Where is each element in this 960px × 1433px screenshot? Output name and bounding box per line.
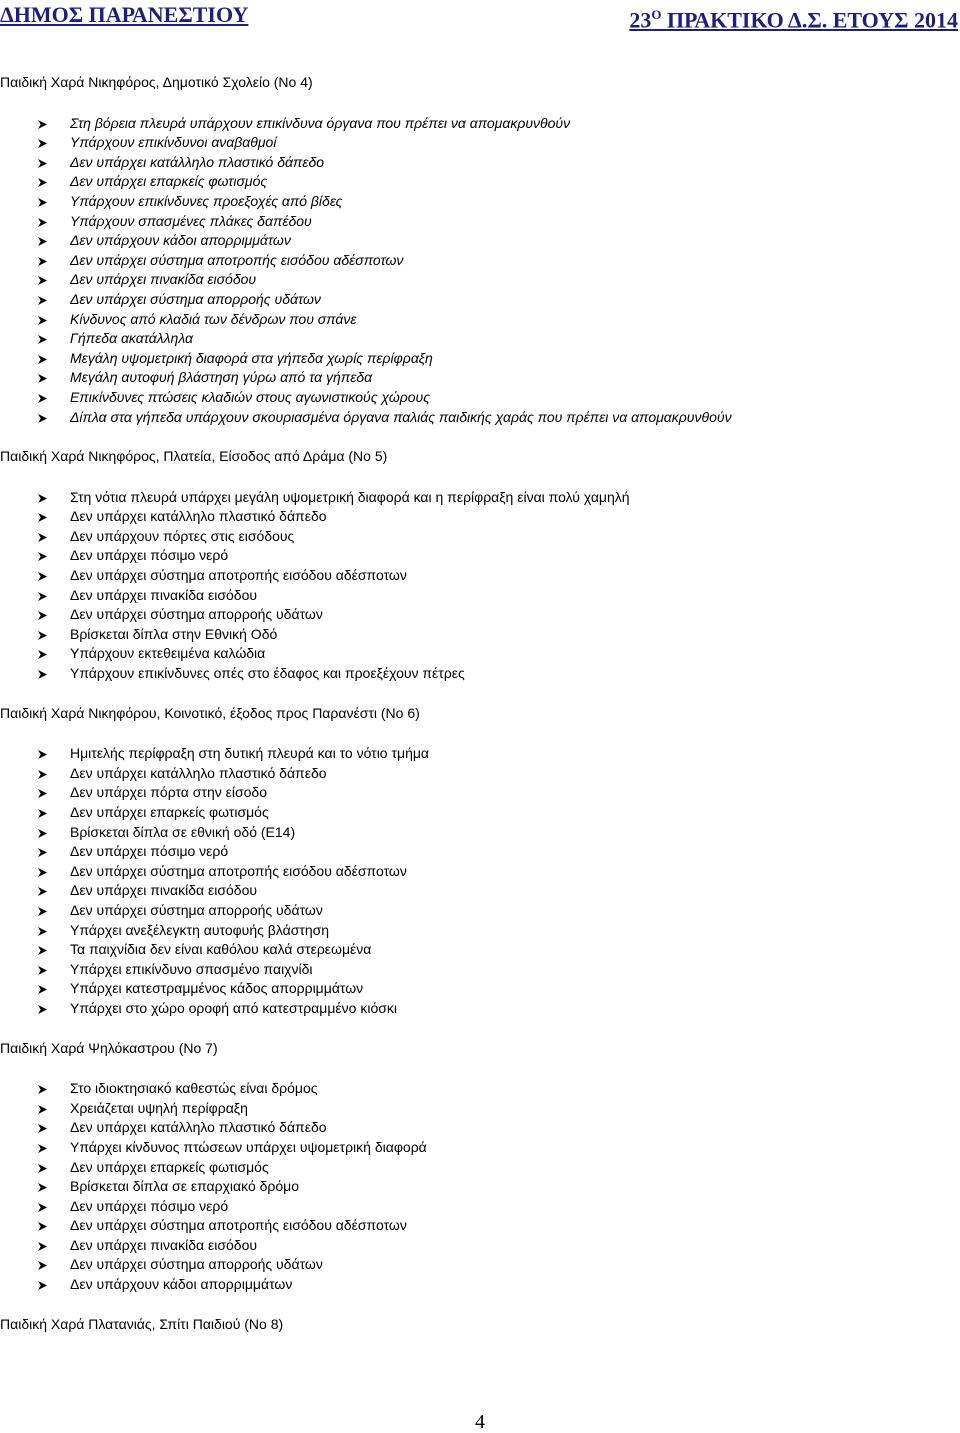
list-item-text: Υπάρχει επικίνδυνο σπασμένο παιχνίδι xyxy=(70,960,313,977)
list-item-text: Δεν υπάρχει πινακίδα εισόδου xyxy=(70,882,258,899)
arrow-bullet-icon xyxy=(38,1144,47,1153)
bullet-list xyxy=(0,1079,960,1295)
list-item xyxy=(0,172,960,192)
list-item xyxy=(0,764,960,784)
arrow-bullet-icon xyxy=(38,533,47,542)
list-item-text: Υπάρχουν επικίνδυνοι αναβαθμοί xyxy=(70,134,277,151)
arrow-bullet-icon xyxy=(38,611,47,620)
list-item-text: Υπάρχουν σπασμένες πλάκες δαπέδου xyxy=(70,212,312,229)
arrow-bullet-icon xyxy=(38,868,47,877)
list-item-text: Δεν υπάρχει πινακίδα εισόδου xyxy=(70,586,258,603)
list-item xyxy=(0,1079,960,1099)
arrow-bullet-icon xyxy=(38,178,47,187)
list-item xyxy=(0,979,960,999)
list-item-text: Βρίσκεται δίπλα σε επαρχιακό δρόμο xyxy=(70,1178,300,1195)
list-item xyxy=(0,862,960,882)
arrow-bullet-icon xyxy=(38,1005,47,1014)
section-title: Παιδική Χαρά Νικηφόρου, Κοινοτικό, έξοδος προς Παρανέστι (Νο 6) xyxy=(0,704,420,721)
list-item-text: Δεν υπάρχει σύστημα απορροής υδάτων xyxy=(70,290,321,307)
arrow-bullet-icon xyxy=(38,789,47,798)
arrow-bullet-icon xyxy=(38,1124,47,1133)
list-item-text: Δεν υπάρχουν κάδοι απορριμμάτων xyxy=(70,1276,293,1293)
list-item xyxy=(0,251,960,271)
list-item-text: Υπάρχουν επικίνδυνες οπές στο έδαφος και προεξέχουν πέτρες xyxy=(70,665,465,682)
arrow-bullet-icon xyxy=(38,139,47,148)
list-item xyxy=(0,940,960,960)
arrow-bullet-icon xyxy=(38,257,47,266)
arrow-bullet-icon xyxy=(38,750,47,759)
list-item-text: Δίπλα στα γήπεδα υπάρχουν σκουριασμένα όργανα παλιάς παιδικής χαράς που πρέπει να απομακρυνθούν xyxy=(70,408,732,425)
list-item-text: Υπάρχει στο χώρο οροφή από κατεστραμμένο κιόσκι xyxy=(70,999,397,1016)
section-title: Παιδική Χαρά Ψηλόκαστρου (Νο 7) xyxy=(0,1039,218,1056)
list-item-text: Υπάρχουν επικίνδυνες προεξοχές από βίδες xyxy=(70,192,343,209)
list-item xyxy=(0,388,960,408)
list-item xyxy=(0,329,960,349)
arrow-bullet-icon xyxy=(38,907,47,916)
list-item xyxy=(0,133,960,153)
arrow-bullet-icon xyxy=(38,1203,47,1212)
arrow-bullet-icon xyxy=(38,1164,47,1173)
list-item-text: Δεν υπάρχει σύστημα απορροής υδάτων xyxy=(70,901,323,918)
document-body xyxy=(0,73,960,1355)
list-item xyxy=(0,1255,960,1275)
arrow-bullet-icon xyxy=(38,494,47,503)
list-item xyxy=(0,960,960,980)
list-item-text: Βρίσκεται δίπλα στην Εθνική Οδό xyxy=(70,625,278,642)
list-item xyxy=(0,921,960,941)
arrow-bullet-icon xyxy=(38,770,47,779)
list-item-text: Μεγάλη αυτοφυή βλάστηση γύρω από τα γήπεδα xyxy=(70,369,373,386)
list-item-text: Δεν υπάρχει σύστημα αποτροπής εισόδου αδέσποτων xyxy=(70,567,407,584)
arrow-bullet-icon xyxy=(38,829,47,838)
section-title: Παιδική Χαρά Νικηφόρος, Πλατεία, Είσοδος από Δράμα (Νο 5) xyxy=(0,448,388,465)
list-item xyxy=(0,842,960,862)
minutes-text: ΠΡΑΚΤΙΚΟ Δ.Σ. ΕΤΟΥΣ 2014 xyxy=(666,7,958,33)
list-item xyxy=(0,368,960,388)
page-number: 4 xyxy=(475,1411,485,1433)
arrow-bullet-icon xyxy=(38,394,47,403)
list-item-text: Δεν υπάρχει πόσιμο νερό xyxy=(70,1197,229,1214)
list-item-text: Δεν υπάρχει πόρτα στην είσοδο xyxy=(70,784,267,801)
arrow-bullet-icon xyxy=(38,1183,47,1192)
list-item-text: Δεν υπάρχει επαρκείς φωτισμός xyxy=(70,1158,269,1175)
arrow-bullet-icon xyxy=(38,848,47,857)
arrow-bullet-icon xyxy=(38,237,47,246)
list-item-text: Δεν υπάρχει κατάλληλο πλαστικό δάπεδο xyxy=(70,1119,327,1136)
arrow-bullet-icon xyxy=(38,927,47,936)
arrow-bullet-icon xyxy=(38,946,47,955)
bullet-list xyxy=(0,744,960,1018)
arrow-bullet-icon xyxy=(38,414,47,423)
list-item-text: Δεν υπάρχει πόσιμο νερό xyxy=(70,547,229,564)
list-item xyxy=(0,803,960,823)
list-item xyxy=(0,605,960,625)
arrow-bullet-icon xyxy=(38,592,47,601)
bullet-list xyxy=(0,488,960,684)
arrow-bullet-icon xyxy=(38,985,47,994)
bullet-list xyxy=(0,114,960,428)
arrow-bullet-icon xyxy=(38,809,47,818)
page-header xyxy=(0,0,960,33)
municipality-title: ΔΗΜΟΣ ΠΑΡΑΝΕΣΤΙΟΥ xyxy=(0,2,249,27)
list-item xyxy=(0,310,960,330)
arrow-bullet-icon xyxy=(38,374,47,383)
section-title: Παιδική Χαρά Νικηφόρος, Δημοτικό Σχολείο (Νο 4) xyxy=(0,74,313,90)
list-item-text: Υπάρχει ανεξέλεγκτη αυτοφυής βλάστηση xyxy=(70,921,330,938)
arrow-bullet-icon xyxy=(38,296,47,305)
list-item-text: Δεν υπάρχει πινακίδα εισόδου xyxy=(70,271,257,288)
list-item-text: Δεν υπάρχει επαρκείς φωτισμός xyxy=(70,804,269,820)
list-item xyxy=(0,566,960,586)
list-item-text: Στη νότια πλευρά υπάρχει μεγάλη υψομετρική διαφορά και η περίφραξη είναι πολύ χαμηλή xyxy=(70,488,630,505)
list-item xyxy=(0,114,960,134)
arrow-bullet-icon xyxy=(38,1261,47,1270)
list-item-text: Στη βόρεια πλευρά υπάρχουν επικίνδυνα όργανα που πρέπει να απομακρυνθούν xyxy=(70,114,571,131)
arrow-bullet-icon xyxy=(38,1281,47,1290)
arrow-bullet-icon xyxy=(38,355,47,364)
list-item xyxy=(0,270,960,290)
list-item-text: Δεν υπάρχει σύστημα απορροής υδάτων xyxy=(70,606,323,623)
arrow-bullet-icon xyxy=(38,887,47,896)
list-item-text: Υπάρχουν εκτεθειμένα καλώδια xyxy=(70,645,266,662)
list-item-text: Επικίνδυνες πτώσεις κλαδιών στους αγωνιστικούς χώρους xyxy=(70,388,431,405)
list-item xyxy=(0,1216,960,1236)
list-item-text: Δεν υπάρχει κατάλληλο πλαστικό δάπεδο xyxy=(70,508,327,525)
list-item-text: Ημιτελής περίφραξη στη δυτική πλευρά και το νότιο τμήμα xyxy=(70,745,430,762)
arrow-bullet-icon xyxy=(38,650,47,659)
list-item-text: Μεγάλη υψομετρική διαφορά στα γήπεδα χωρίς περίφραξη xyxy=(70,349,433,366)
list-item-text: Δεν υπάρχει πόσιμο νερό xyxy=(70,843,229,860)
list-item-text: Τα παιχνίδια δεν είναι καθόλου καλά στερεωμένα xyxy=(70,941,372,958)
arrow-bullet-icon xyxy=(38,631,47,640)
arrow-bullet-icon xyxy=(38,966,47,975)
list-item-text: Δεν υπάρχει σύστημα αποτροπής εισόδου αδέσποτων xyxy=(70,251,404,268)
arrow-bullet-icon xyxy=(38,1105,47,1114)
list-item xyxy=(0,1158,960,1178)
list-item xyxy=(0,546,960,566)
arrow-bullet-icon xyxy=(38,572,47,581)
minutes-title xyxy=(629,2,958,33)
list-item xyxy=(0,1275,960,1295)
list-item-text: Δεν υπάρχει κατάλληλο πλαστικό δάπεδο xyxy=(70,153,325,170)
arrow-bullet-icon xyxy=(38,120,47,129)
arrow-bullet-icon xyxy=(38,218,47,227)
list-item-text: Δεν υπάρχει επαρκείς φωτισμός xyxy=(70,173,268,190)
list-item-text: Δεν υπάρχει σύστημα αποτροπής εισόδου αδέσποτων xyxy=(70,1217,407,1234)
list-item xyxy=(0,349,960,369)
list-item-text: Στο ιδιοκτησιακό καθεστώς είναι δρόμος xyxy=(70,1080,318,1097)
arrow-bullet-icon xyxy=(38,276,47,285)
list-item-text: Δεν υπάρχει κατάλληλο πλαστικό δάπεδο xyxy=(70,764,327,781)
list-item xyxy=(0,231,960,251)
arrow-bullet-icon xyxy=(38,552,47,561)
list-item-text: Χρειάζεται υψηλή περίφραξη xyxy=(70,1099,248,1116)
list-item xyxy=(0,1099,960,1119)
list-item xyxy=(0,999,960,1019)
list-item xyxy=(0,192,960,212)
arrow-bullet-icon xyxy=(38,198,47,207)
list-item xyxy=(0,153,960,173)
minutes-number: 23 xyxy=(629,7,652,33)
list-item xyxy=(0,664,960,684)
list-item-text: Δεν υπάρχει σύστημα απορροής υδάτων xyxy=(70,1256,323,1273)
list-item xyxy=(0,212,960,232)
list-item-text: Γήπεδα ακατάλληλα xyxy=(70,330,193,347)
arrow-bullet-icon xyxy=(38,1085,47,1094)
list-item xyxy=(0,744,960,764)
list-item xyxy=(0,488,960,508)
list-item xyxy=(0,1138,960,1158)
list-item xyxy=(0,1118,960,1138)
list-item xyxy=(0,823,960,843)
list-item xyxy=(0,901,960,921)
list-item-text: Δεν υπάρχουν πόρτες στις εισόδους xyxy=(70,527,295,544)
arrow-bullet-icon xyxy=(38,513,47,522)
list-item-text: Δεν υπάρχουν κάδοι απορριμμάτων xyxy=(70,232,291,249)
arrow-bullet-icon xyxy=(38,335,47,344)
list-item xyxy=(0,881,960,901)
list-item xyxy=(0,783,960,803)
minutes-number-superscript: Ο xyxy=(651,7,662,22)
arrow-bullet-icon xyxy=(38,1242,47,1251)
arrow-bullet-icon xyxy=(38,159,47,168)
list-item-text: Κίνδυνος από κλαδιά των δένδρων που σπάνε xyxy=(70,310,357,327)
list-item xyxy=(0,1177,960,1197)
list-item xyxy=(0,1236,960,1256)
arrow-bullet-icon xyxy=(38,316,47,325)
list-item xyxy=(0,586,960,606)
section-title: Παιδική Χαρά Πλατανιάς, Σπίτι Παιδιού (Νο 8) xyxy=(0,1315,284,1332)
list-item-text: Δεν υπάρχει πινακίδα εισόδου xyxy=(70,1236,258,1253)
list-item-text: Υπάρχει κατεστραμμένος κάδος απορριμμάτων xyxy=(70,980,364,997)
list-item-text: Υπάρχει κίνδυνος πτώσεων υπάρχει υψομετρική διαφορά xyxy=(70,1138,427,1155)
arrow-bullet-icon xyxy=(38,670,47,679)
list-item xyxy=(0,527,960,547)
list-item-text: Δεν υπάρχει σύστημα αποτροπής εισόδου αδέσποτων xyxy=(70,862,407,879)
list-item xyxy=(0,408,960,428)
list-item xyxy=(0,644,960,664)
list-item xyxy=(0,1197,960,1217)
list-item xyxy=(0,625,960,645)
list-item xyxy=(0,507,960,527)
list-item xyxy=(0,290,960,310)
arrow-bullet-icon xyxy=(38,1222,47,1231)
list-item-text: Βρίσκεται δίπλα σε εθνική οδό (Ε14) xyxy=(70,823,296,840)
